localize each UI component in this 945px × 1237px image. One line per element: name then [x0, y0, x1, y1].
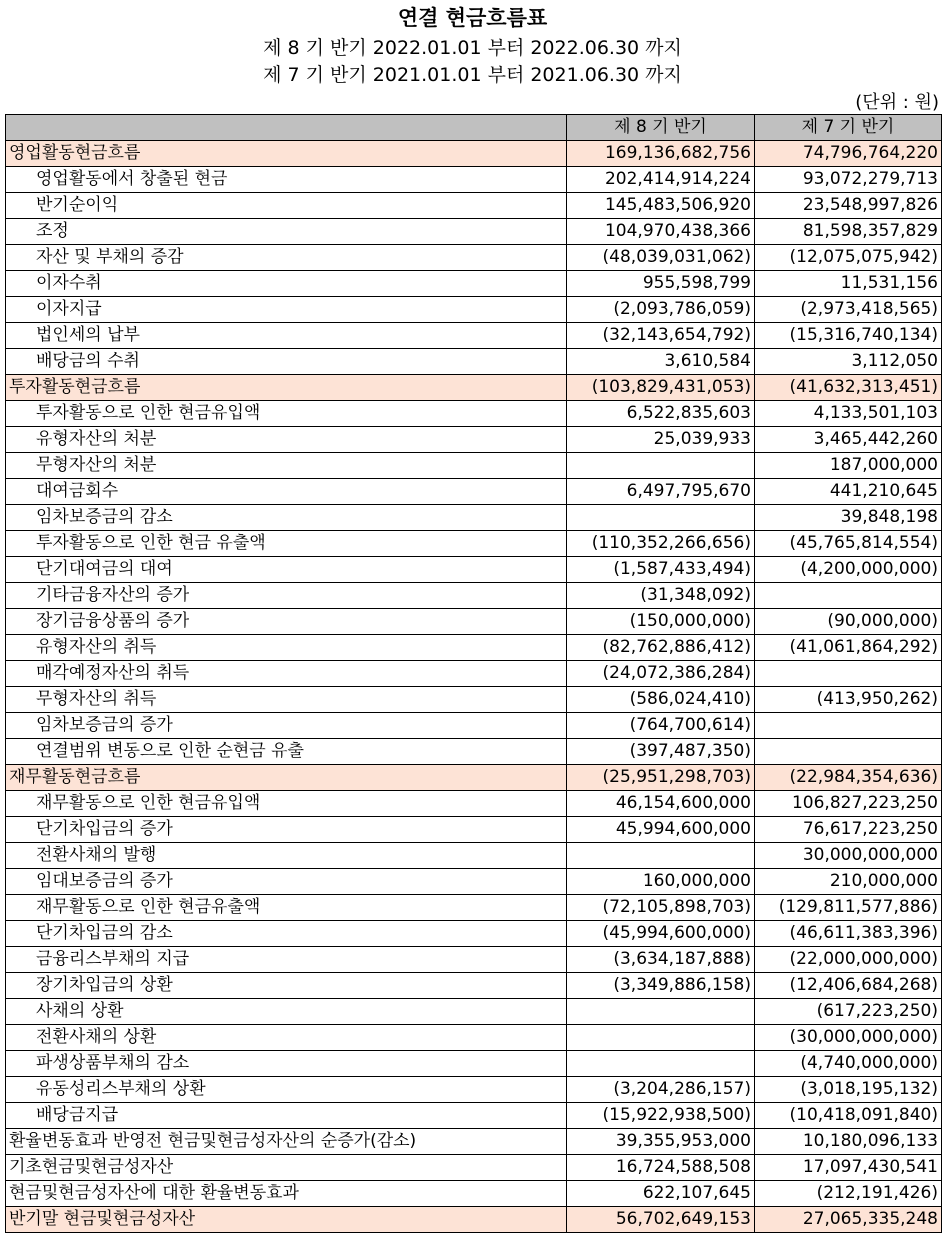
current-value: (586,024,410) [567, 687, 755, 713]
header-prior-period: 제 7 기 반기 [755, 115, 942, 141]
row-label: 기초현금및현금성자산 [6, 1155, 567, 1181]
section-row [6, 765, 942, 791]
prior-value: (41,061,864,292) [755, 635, 942, 661]
current-value: (32,143,654,792) [567, 323, 755, 349]
table-row [6, 1025, 942, 1051]
current-value: 6,522,835,603 [567, 401, 755, 427]
current-value: (3,349,886,158) [567, 973, 755, 999]
cash-flow-table [5, 114, 942, 1233]
current-value: 3,610,584 [567, 349, 755, 375]
current-value: (48,039,031,062) [567, 245, 755, 271]
prior-value: (22,000,000,000) [755, 947, 942, 973]
row-label: 파생상품부채의 감소 [6, 1051, 567, 1077]
row-label: 배당금지급 [6, 1103, 567, 1129]
row-label: 유형자산의 처분 [6, 427, 567, 453]
current-value: (150,000,000) [567, 609, 755, 635]
period-current: 제 8 기 반기 2022.01.01 부터 2022.06.30 까지 [263, 37, 682, 59]
table-row [6, 999, 942, 1025]
table-row [6, 1077, 942, 1103]
row-label: 법인세의 납부 [6, 323, 567, 349]
prior-value: 3,465,442,260 [755, 427, 942, 453]
current-value: 622,107,645 [567, 1181, 755, 1207]
prior-value: (4,740,000,000) [755, 1051, 942, 1077]
current-value: 104,970,438,366 [567, 219, 755, 245]
current-value: 39,355,953,000 [567, 1129, 755, 1155]
current-value: (103,829,431,053) [567, 375, 755, 401]
table-header-row [6, 115, 942, 141]
row-label: 반기말 현금및현금성자산 [6, 1207, 567, 1233]
prior-value: 187,000,000 [755, 453, 942, 479]
row-label: 단기차입금의 증가 [6, 817, 567, 843]
prior-value: (46,611,383,396) [755, 921, 942, 947]
prior-value [755, 713, 942, 739]
row-label: 장기차입금의 상환 [6, 973, 567, 999]
row-label: 투자활동현금흐름 [6, 375, 567, 401]
statement-title: 연결 현금흐름표 [397, 6, 548, 30]
row-label: 배당금의 수취 [6, 349, 567, 375]
table-row [6, 349, 942, 375]
current-value: 46,154,600,000 [567, 791, 755, 817]
section-row [6, 1207, 942, 1233]
current-value: 25,039,933 [567, 427, 755, 453]
prior-value: (3,018,195,132) [755, 1077, 942, 1103]
table-row [6, 843, 942, 869]
table-row [6, 1181, 942, 1207]
prior-value: 11,531,156 [755, 271, 942, 297]
table-row [6, 1051, 942, 1077]
table-row [6, 401, 942, 427]
row-label: 재무활동으로 인한 현금유출액 [6, 895, 567, 921]
table-row [6, 1103, 942, 1129]
section-row [6, 141, 942, 167]
row-label: 이자지급 [6, 297, 567, 323]
row-label: 단기차입금의 감소 [6, 921, 567, 947]
prior-value: (12,075,075,942) [755, 245, 942, 271]
prior-value: (90,000,000) [755, 609, 942, 635]
current-value: (25,951,298,703) [567, 765, 755, 791]
row-label: 전환사채의 상환 [6, 1025, 567, 1051]
current-value [567, 453, 755, 479]
row-label: 조정 [6, 219, 567, 245]
row-label: 매각예정자산의 취득 [6, 661, 567, 687]
table-row [6, 505, 942, 531]
current-value [567, 1025, 755, 1051]
current-value [567, 505, 755, 531]
row-label: 무형자산의 처분 [6, 453, 567, 479]
table-row [6, 323, 942, 349]
row-label: 반기순이익 [6, 193, 567, 219]
current-value: (110,352,266,656) [567, 531, 755, 557]
row-label: 투자활동으로 인한 현금유입액 [6, 401, 567, 427]
prior-value [755, 739, 942, 765]
row-label: 단기대여금의 대여 [6, 557, 567, 583]
row-label: 투자활동으로 인한 현금 유출액 [6, 531, 567, 557]
table-row [6, 713, 942, 739]
prior-value: (12,406,684,268) [755, 973, 942, 999]
table-row [6, 583, 942, 609]
prior-value: 441,210,645 [755, 479, 942, 505]
row-label: 유형자산의 취득 [6, 635, 567, 661]
current-value: (72,105,898,703) [567, 895, 755, 921]
prior-value: (10,418,091,840) [755, 1103, 942, 1129]
current-value: 6,497,795,670 [567, 479, 755, 505]
table-row [6, 973, 942, 999]
row-label: 장기금융상품의 증가 [6, 609, 567, 635]
prior-value: (4,200,000,000) [755, 557, 942, 583]
current-value: (2,093,786,059) [567, 297, 755, 323]
table-row [6, 1155, 942, 1181]
table-row [6, 453, 942, 479]
row-label: 이자수취 [6, 271, 567, 297]
table-row [6, 687, 942, 713]
row-label: 전환사채의 발행 [6, 843, 567, 869]
header-current-period: 제 8 기 반기 [567, 115, 755, 141]
prior-value: 76,617,223,250 [755, 817, 942, 843]
table-row [6, 817, 942, 843]
table-row [6, 895, 942, 921]
table-row [6, 921, 942, 947]
table-row [6, 739, 942, 765]
row-label: 금융리스부채의 지급 [6, 947, 567, 973]
row-label: 영업활동에서 창출된 현금 [6, 167, 567, 193]
table-row [6, 167, 942, 193]
current-value: 202,414,914,224 [567, 167, 755, 193]
prior-value [755, 583, 942, 609]
current-value [567, 1051, 755, 1077]
prior-value: 27,065,335,248 [755, 1207, 942, 1233]
prior-value: 106,827,223,250 [755, 791, 942, 817]
current-value [567, 999, 755, 1025]
table-row [6, 193, 942, 219]
prior-value: (413,950,262) [755, 687, 942, 713]
prior-value: (15,316,740,134) [755, 323, 942, 349]
row-label: 영업활동현금흐름 [6, 141, 567, 167]
current-value: (3,204,286,157) [567, 1077, 755, 1103]
row-label: 임차보증금의 증가 [6, 713, 567, 739]
table-row [6, 791, 942, 817]
period-prior: 제 7 기 반기 2021.01.01 부터 2021.06.30 까지 [263, 64, 682, 86]
table-row [6, 557, 942, 583]
current-value: 56,702,649,153 [567, 1207, 755, 1233]
current-value [567, 843, 755, 869]
prior-value: (22,984,354,636) [755, 765, 942, 791]
table-row [6, 869, 942, 895]
current-value: 16,724,588,508 [567, 1155, 755, 1181]
row-label: 자산 및 부채의 증감 [6, 245, 567, 271]
row-label: 임대보증금의 증가 [6, 869, 567, 895]
row-label: 재무활동으로 인한 현금유입액 [6, 791, 567, 817]
current-value: (397,487,350) [567, 739, 755, 765]
row-label: 환율변동효과 반영전 현금및현금성자산의 순증가(감소) [6, 1129, 567, 1155]
prior-value: 4,133,501,103 [755, 401, 942, 427]
table-row [6, 1129, 942, 1155]
prior-value: (45,765,814,554) [755, 531, 942, 557]
table-row [6, 947, 942, 973]
row-label: 유동성리스부채의 상환 [6, 1077, 567, 1103]
prior-value: (212,191,426) [755, 1181, 942, 1207]
row-label: 무형자산의 취득 [6, 687, 567, 713]
table-row [6, 635, 942, 661]
section-row [6, 375, 942, 401]
current-value: 955,598,799 [567, 271, 755, 297]
row-label: 연결범위 변동으로 인한 순현금 유출 [6, 739, 567, 765]
current-value: 45,994,600,000 [567, 817, 755, 843]
table-row [6, 479, 942, 505]
current-value: (82,762,886,412) [567, 635, 755, 661]
table-row [6, 427, 942, 453]
prior-value: (2,973,418,565) [755, 297, 942, 323]
row-label: 재무활동현금흐름 [6, 765, 567, 791]
prior-value: 210,000,000 [755, 869, 942, 895]
table-row [6, 297, 942, 323]
table-row [6, 661, 942, 687]
unit-label: (단위 : 원) [855, 92, 939, 113]
table-row [6, 271, 942, 297]
current-value: (31,348,092) [567, 583, 755, 609]
prior-value: 81,598,357,829 [755, 219, 942, 245]
prior-value: 10,180,096,133 [755, 1129, 942, 1155]
row-label: 사채의 상환 [6, 999, 567, 1025]
table-row [6, 219, 942, 245]
prior-value: 74,796,764,220 [755, 141, 942, 167]
row-label: 대여금회수 [6, 479, 567, 505]
table-row [6, 531, 942, 557]
current-value: 145,483,506,920 [567, 193, 755, 219]
row-label: 임차보증금의 감소 [6, 505, 567, 531]
prior-value: (41,632,313,451) [755, 375, 942, 401]
prior-value: (129,811,577,886) [755, 895, 942, 921]
current-value: (1,587,433,494) [567, 557, 755, 583]
current-value: 160,000,000 [567, 869, 755, 895]
prior-value: (617,223,250) [755, 999, 942, 1025]
current-value: (764,700,614) [567, 713, 755, 739]
row-label: 기타금융자산의 증가 [6, 583, 567, 609]
current-value: (24,072,386,284) [567, 661, 755, 687]
prior-value: 30,000,000,000 [755, 843, 942, 869]
prior-value: 93,072,279,713 [755, 167, 942, 193]
row-label: 현금및현금성자산에 대한 환율변동효과 [6, 1181, 567, 1207]
table-row [6, 609, 942, 635]
prior-value: 23,548,997,826 [755, 193, 942, 219]
prior-value [755, 661, 942, 687]
current-value: (15,922,938,500) [567, 1103, 755, 1129]
header-label-cell [6, 115, 567, 141]
current-value: (45,994,600,000) [567, 921, 755, 947]
prior-value: 3,112,050 [755, 349, 942, 375]
prior-value: (30,000,000,000) [755, 1025, 942, 1051]
prior-value: 39,848,198 [755, 505, 942, 531]
table-row [6, 245, 942, 271]
current-value: (3,634,187,888) [567, 947, 755, 973]
prior-value: 17,097,430,541 [755, 1155, 942, 1181]
current-value: 169,136,682,756 [567, 141, 755, 167]
